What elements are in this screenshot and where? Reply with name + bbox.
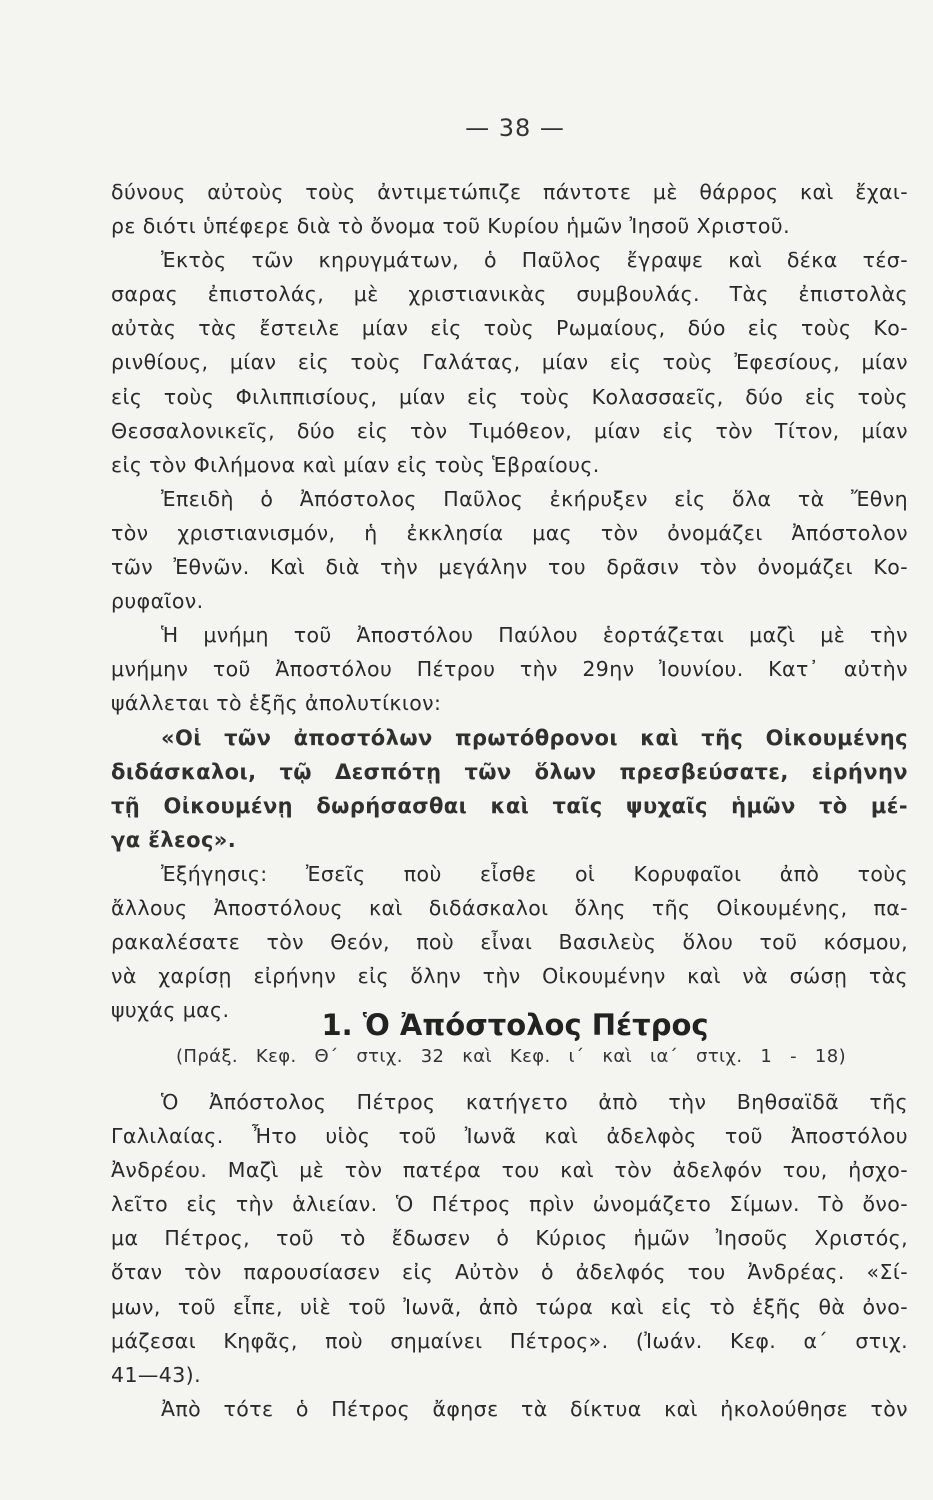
text-line: Ἡ μνήμη τοῦ Ἀποστόλου Παύλου ἑορτάζεται μαζὶ μὲ τὴν bbox=[161, 623, 908, 648]
text-line: δύνους αὐτοὺς τοὺς ἀντιμετώπιζε πάντοτε μὲ θάρρος καὶ ἔχαι- bbox=[111, 180, 908, 204]
text-line: Ἀνδρέου. Μαζὶ μὲ τὸν πατέρα του καὶ τὸν ἀδελφόν του, ἠσχο- bbox=[111, 1158, 908, 1183]
text-line: τὸν χριστιανισμόν, ἡ ἐκκλησία μας τὸν ὀνομάζει Ἀπόστολον bbox=[111, 520, 908, 545]
text-line: Ἐπειδὴ ὁ Ἀπόστολος Παῦλος ἐκήρυξεν εἰς ὅλα τὰ Ἔθνη bbox=[161, 486, 908, 511]
section-heading: 1. Ὁ Ἀπόστολος Πέτρος bbox=[321, 1008, 709, 1042]
text-line: ρυφαῖον. bbox=[111, 589, 204, 614]
text-line: Ἐξήγησις: Ἐσεῖς ποὺ εἶσθε οἱ Κορυφαῖοι ἀπὸ τοὺς bbox=[161, 861, 908, 886]
page-number: — 38 — bbox=[465, 114, 565, 142]
text-line: λεῖτο εἰς τὴν ἁλιείαν. Ὁ Πέτρος πρὶν ὠνομάζετο Σίμων. Τὸ ὄνο- bbox=[111, 1192, 908, 1217]
text-line: μα Πέτρος, τοῦ τὸ ἔδωσεν ὁ Κύριος ἡμῶν Ἰησοῦς Χριστός, bbox=[111, 1226, 908, 1251]
text-line: Ὁ Ἀπόστολος Πέτρος κατήγετο ἀπὸ τὴν Βηθσαϊδᾶ τῆς bbox=[161, 1090, 908, 1114]
hymn-line: γα ἔλεος». bbox=[111, 827, 237, 852]
text-block-top bbox=[111, 175, 908, 1027]
text-line: μάζεσαι Κηφᾶς, ποὺ σημαίνει Πέτρος». (Ἰωάν. Κεφ. α΄ στιχ. bbox=[111, 1328, 908, 1353]
text-line: μων, τοῦ εἶπε, υἱὲ τοῦ Ἰωνᾶ, ἀπὸ τώρα καὶ εἰς τὸ ἑξῆς θὰ ὀνο- bbox=[111, 1294, 908, 1319]
text-line: ρακαλέσατε τὸν Θεόν, ποὺ εἶναι Βασιλεὺς ὅλου τοῦ κόσμου, bbox=[111, 930, 908, 955]
text-line: ἄλλους Ἀποστόλους καὶ διδάσκαλοι ὅλης τῆς Οἰκουμένης, πα- bbox=[111, 895, 908, 920]
text-line: εἰς τὸν Φιλήμονα καὶ μίαν εἰς τοὺς Ἑβραίους. bbox=[111, 452, 600, 477]
text-block-bottom bbox=[111, 1085, 908, 1426]
text-line: ρινθίους, μίαν εἰς τοὺς Γαλάτας, μίαν εἰς τοὺς Ἐφεσίους, μίαν bbox=[111, 350, 908, 375]
text-line: ψυχάς μας. bbox=[111, 998, 230, 1023]
hymn-line: τῇ Οἰκουμένῃ δωρήσασθαι καὶ ταῖς ψυχαῖς ἡμῶν τὸ μέ- bbox=[111, 793, 908, 818]
text-line: Ἐκτὸς τῶν κηρυγμάτων, ὁ Παῦλος ἔγραψε καὶ δέκα τέσ- bbox=[161, 248, 908, 273]
text-line: εἰς τοὺς Φιλιππισίους, μίαν εἰς τοὺς Κολασσαεῖς, δύο εἰς τοὺς bbox=[111, 384, 908, 409]
text-line: ψάλλεται τὸ ἑξῆς ἀπολυτίκιον: bbox=[111, 691, 442, 716]
text-line: Ἀπὸ τότε ὁ Πέτρος ἄφησε τὰ δίκτυα καὶ ἠκολούθησε τὸν bbox=[161, 1396, 908, 1421]
text-line: Θεσσαλονικεῖς, δύο εἰς τὸν Τιμόθεον, μίαν εἰς τὸν Τίτον, μίαν bbox=[111, 418, 908, 443]
section-reference: (Πράξ. Κεφ. Θ΄ στιχ. 32 καὶ Κεφ. ι΄ καὶ ια΄ στιχ. 1 - 18) bbox=[176, 1046, 846, 1067]
hymn-line: «Οἱ τῶν ἀποστόλων πρωτόθρονοι καὶ τῆς Οἰκουμένης bbox=[161, 725, 908, 750]
text-line: σαρας ἐπιστολάς, μὲ χριστιανικὰς συμβουλάς. Τὰς ἐπιστολὰς bbox=[111, 282, 908, 307]
hymn-line: διδάσκαλοι, τῷ Δεσπότῃ τῶν ὅλων πρεσβεύσατε, εἰρήνην bbox=[111, 759, 908, 784]
text-line: τῶν Ἐθνῶν. Καὶ διὰ τὴν μεγάλην του δρᾶσιν τὸν ὀνομάζει Κο- bbox=[111, 555, 908, 580]
text-line: ρε διότι ὑπέφερε διὰ τὸ ὄνομα τοῦ Κυρίου ἡμῶν Ἰησοῦ Χριστοῦ. bbox=[111, 214, 790, 239]
text-line: 41—43). bbox=[111, 1362, 201, 1387]
text-line: μνήμην τοῦ Ἀποστόλου Πέτρου τὴν 29ην Ἰουνίου. Κατ᾽ αὐτὴν bbox=[111, 657, 908, 682]
text-line: νὰ χαρίσῃ εἰρήνην εἰς ὅλην τὴν Οἰκουμένην καὶ νὰ σώσῃ τὰς bbox=[111, 964, 908, 989]
text-line: ὅταν τὸν παρουσίασεν εἰς Αὐτὸν ὁ ἀδελφός του Ἀνδρέας. «Σί- bbox=[111, 1260, 908, 1285]
text-line: αὐτὰς τὰς ἔστειλε μίαν εἰς τοὺς Ρωμαίους, δύο εἰς τοὺς Κο- bbox=[111, 316, 908, 341]
text-line: Γαλιλαίας. Ἦτο υἱὸς τοῦ Ἰωνᾶ καὶ ἀδελφὸς τοῦ Ἀποστόλου bbox=[111, 1124, 908, 1149]
